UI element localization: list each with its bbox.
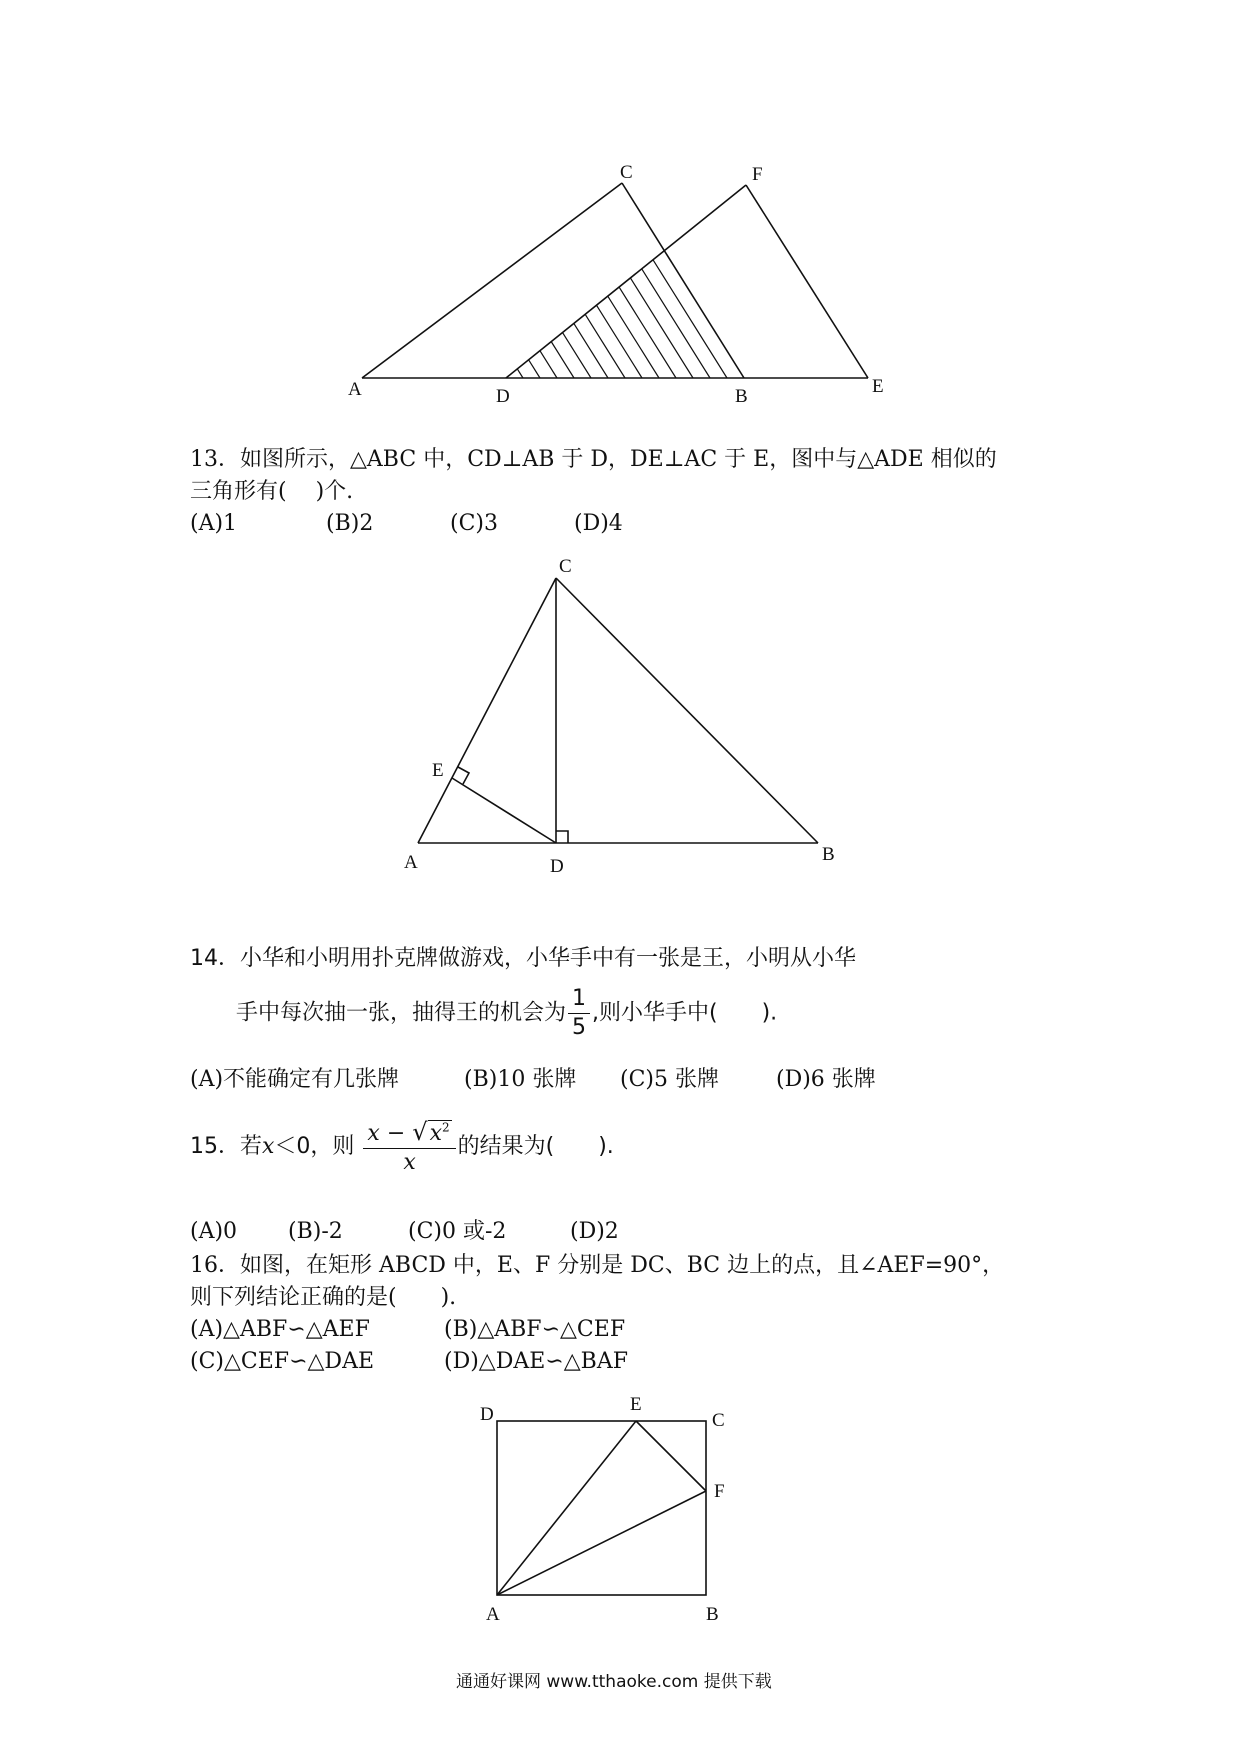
q15-fraction-denominator: x	[403, 1150, 416, 1175]
q15-option-b: (B)-2	[288, 1219, 343, 1244]
segment-df	[506, 185, 746, 378]
q15-option-c: (C)0 或-2	[408, 1219, 507, 1244]
q13-option-d: (D)4	[574, 511, 623, 536]
question-15	[190, 1120, 614, 1174]
label-e: E	[432, 760, 444, 781]
q14-fraction-numerator: 1	[568, 988, 590, 1014]
label-e: E	[630, 1394, 642, 1415]
figure-right-triangle	[0, 540, 1240, 890]
q15-prefix: 15．若	[190, 1134, 262, 1159]
question-16-line-1: 16．如图，在矩形 ABCD 中，E、F 分别是 DC、BC 边上的点，且∠AEF=90°，	[190, 1253, 1005, 1278]
segment-ac	[362, 183, 622, 378]
q13-option-c: (C)3	[450, 511, 498, 536]
segment-af	[497, 1491, 706, 1595]
hatch-line	[563, 333, 591, 378]
label-d: D	[550, 856, 564, 877]
segment-ae	[497, 1421, 636, 1595]
question-14-line-1: 14．小华和小明用扑克牌做游戏，小华手中有一张是王，小明从小华	[190, 946, 856, 971]
segment-fe	[746, 185, 868, 378]
label-d: D	[480, 1404, 494, 1425]
hatch-line	[653, 260, 727, 378]
q14-fraction	[568, 988, 590, 1039]
q14-option-d: (D)6 张牌	[776, 1067, 876, 1092]
sqrt-symbol: √	[412, 1118, 428, 1146]
label-a: A	[486, 1604, 500, 1625]
label-b: B	[735, 386, 748, 407]
q14-line-2-before: 手中每次抽一张，抽得王的机会为	[236, 1000, 567, 1026]
question-16-line-2: 则下列结论正确的是( ).	[190, 1285, 457, 1310]
q16-option-c: (C)△CEF∽△DAE	[190, 1349, 375, 1374]
segment-ed	[452, 778, 556, 843]
q14-option-a: (A)不能确定有几张牌	[190, 1067, 400, 1092]
label-c: C	[712, 1410, 725, 1431]
q15-exponent: 2	[442, 1120, 450, 1135]
question-13-line-1: 13．如图所示，△ABC 中，CD⊥AB 于 D，DE⊥AC 于 E，图中与△ADE 相似的	[190, 447, 997, 472]
label-f: F	[752, 164, 763, 185]
q16-option-a: (A)△ABF∽△AEF	[190, 1317, 370, 1342]
right-angle-mark-d	[556, 831, 568, 843]
hatch-line	[596, 305, 642, 378]
label-b: B	[822, 844, 835, 865]
segment-ef	[636, 1421, 706, 1491]
page-footer: 通通好课网 www.tthaoke.com 提供下载	[456, 1672, 772, 1692]
q14-fraction-denominator: 5	[572, 1015, 587, 1040]
hatch-line	[585, 314, 625, 378]
hatch-line	[630, 278, 693, 378]
segment-ac	[418, 578, 556, 843]
question-13-line-2: 三角形有( )个.	[190, 479, 354, 504]
hatch-line	[608, 296, 659, 378]
hatch-line	[540, 351, 557, 378]
q15-option-a: (A)0	[190, 1219, 238, 1244]
hatch-line	[551, 342, 574, 378]
hatch-line	[529, 360, 540, 378]
q15-sqrt-x: x	[429, 1121, 442, 1146]
label-c: C	[559, 556, 572, 577]
q16-option-d: (D)△DAE∽△BAF	[444, 1349, 628, 1374]
hatch-line	[517, 369, 523, 378]
q15-minus: −	[386, 1121, 406, 1146]
figure-overlapping-triangles	[0, 0, 1240, 420]
q14-option-c: (C)5 张牌	[620, 1067, 719, 1092]
q13-option-a: (A)1	[190, 511, 238, 536]
label-c: C	[620, 162, 633, 183]
q15-condition: ＜0，则	[274, 1134, 355, 1159]
hatched-region	[517, 260, 727, 378]
label-d: D	[496, 386, 510, 407]
label-f: F	[714, 1481, 725, 1502]
label-b: B	[706, 1604, 719, 1625]
q14-option-b: (B)10 张牌	[464, 1067, 577, 1092]
hatch-line	[574, 323, 608, 378]
q16-option-b: (B)△ABF∽△CEF	[444, 1317, 626, 1342]
segment-cb	[556, 578, 818, 843]
q15-option-d: (D)2	[570, 1219, 619, 1244]
q15-num-x: x	[367, 1121, 380, 1146]
q13-option-b: (B)2	[326, 511, 374, 536]
hatch-line	[619, 287, 676, 378]
figure-rectangle	[0, 1390, 1240, 1625]
q15-fraction-numerator	[363, 1120, 455, 1149]
hatch-line	[642, 269, 710, 378]
label-a: A	[348, 379, 362, 400]
q14-line-2-after: ,则小华手中( ).	[592, 1000, 778, 1026]
label-e: E	[872, 376, 884, 397]
question-14-line-2	[236, 988, 777, 1039]
q15-radicand	[428, 1120, 452, 1146]
q15-variable: x	[262, 1134, 275, 1159]
rectangle-abcd	[497, 1421, 706, 1595]
q15-fraction	[363, 1120, 455, 1174]
label-a: A	[404, 852, 418, 873]
right-angle-mark-e	[458, 767, 469, 784]
q15-suffix: 的结果为( ).	[457, 1134, 614, 1159]
